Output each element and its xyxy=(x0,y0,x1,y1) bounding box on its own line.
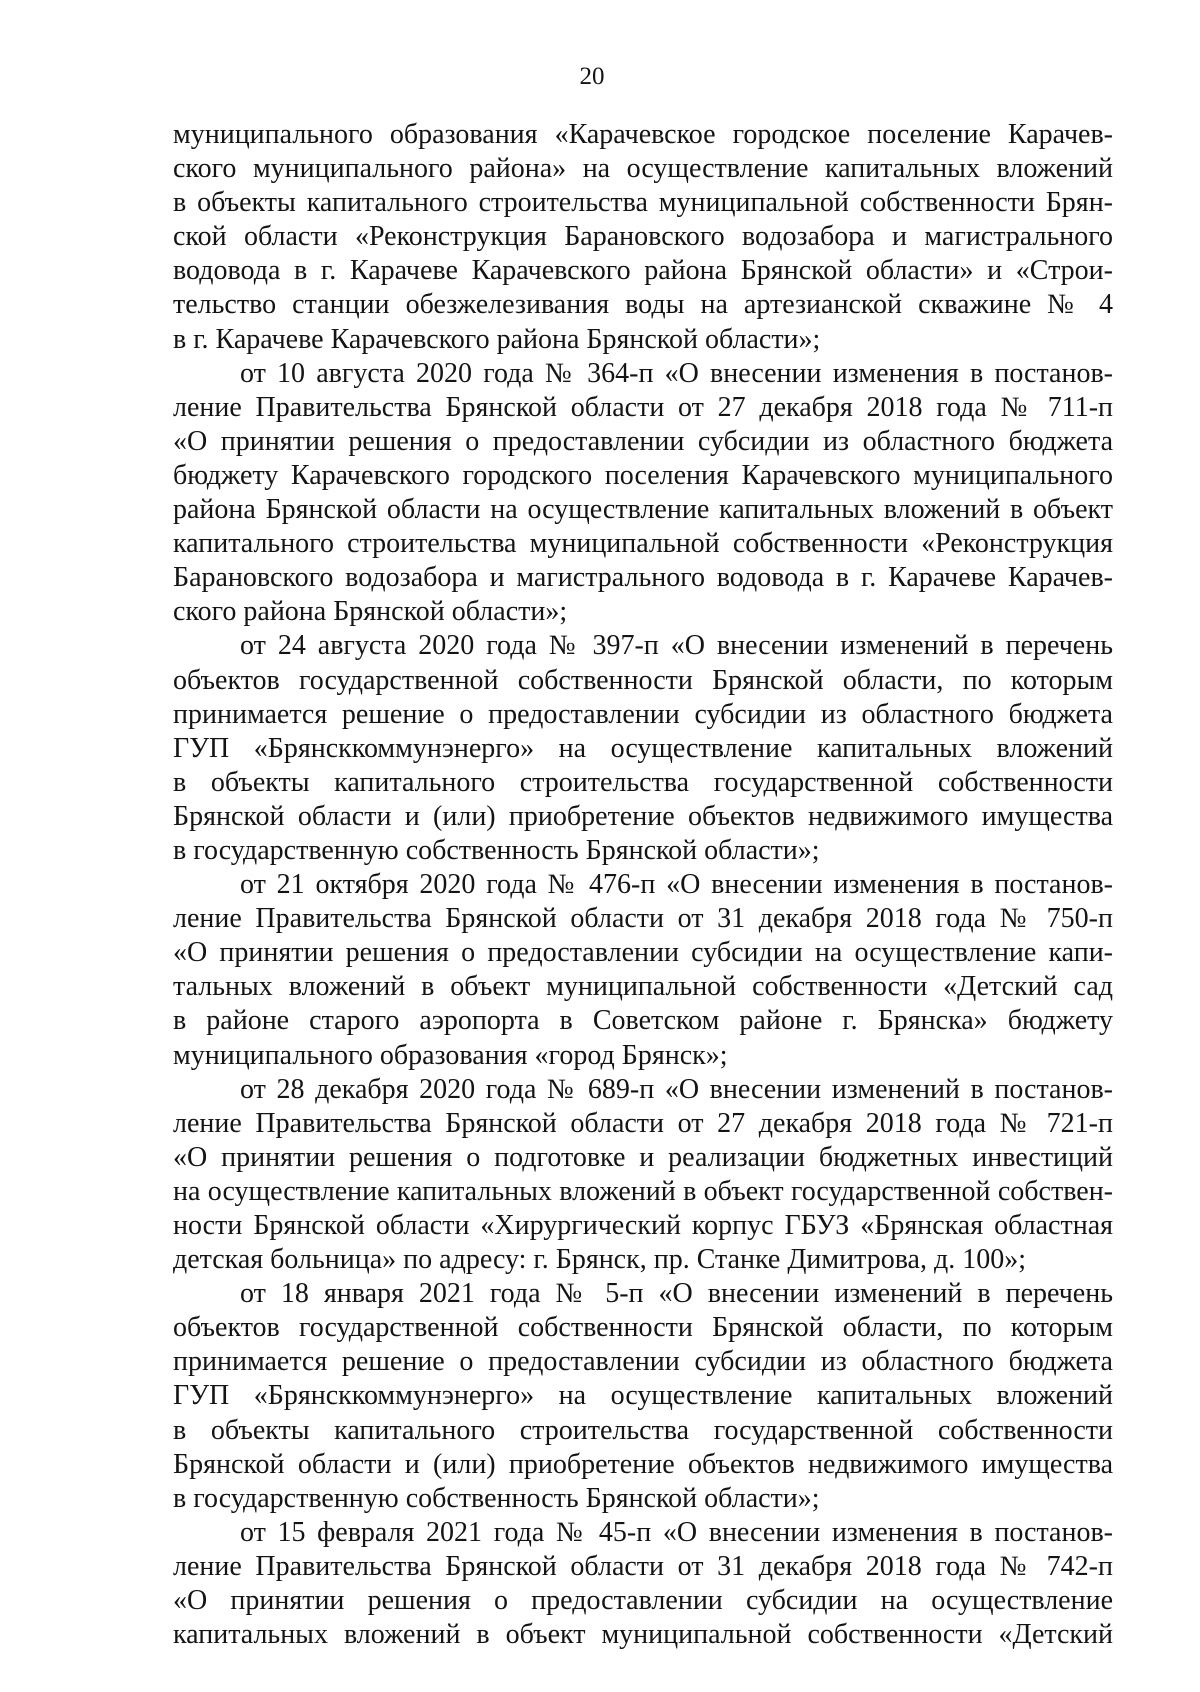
text-line: в государственную собственность Брянской области»; xyxy=(173,1482,820,1514)
text-line: ности Брянской области «Хирургический корпус ГБУЗ «Брянская областная xyxy=(173,1210,1113,1241)
text-line: тельство станции обезжелезивания воды на артезианской скважине № 4 xyxy=(173,289,1113,321)
text-line: капитальных вложений в объект муниципальной собственности «Детский xyxy=(173,1619,1113,1651)
text-line: от 21 октября 2020 года № 476-п «О внесении изменения в постанов- xyxy=(240,869,1113,901)
text-line: ского муниципального района» на осуществление капитальных вложений xyxy=(173,153,1113,185)
text-line: тальных вложений в объект муниципальной собственности «Детский сад xyxy=(173,971,1113,1003)
document-body xyxy=(173,118,1113,1652)
text-line: объектов государственной собственности Брянской области, по которым xyxy=(173,664,1113,696)
text-line: в объекты капитального строительства муниципальной собственности Брян- xyxy=(173,187,1113,219)
text-line: «О принятии решения о предоставлении субсидии на осуществление xyxy=(173,1585,1113,1617)
text-line: от 24 августа 2020 года № 397-п «О внесении изменений в перечень xyxy=(240,630,1113,662)
text-line: водовода в г. Карачеве Карачевского района Брянской области» и «Строи- xyxy=(173,255,1113,287)
text-line: принимается решение о предоставлении субсидии из областного бюджета xyxy=(173,1346,1113,1378)
text-line: ление Правительства Брянской области от 31 декабря 2018 года № 750-п xyxy=(173,903,1113,935)
text-line: детская больница» по адресу: г. Брянск, пр. Станке Димитрова, д. 100»; xyxy=(173,1244,1027,1276)
text-line: ление Правительства Брянской области от 31 декабря 2018 года № 742-п xyxy=(173,1550,1113,1582)
text-line: в государственную собственность Брянской области»; xyxy=(173,834,820,866)
text-line: объектов государственной собственности Брянской области, по которым xyxy=(173,1312,1113,1344)
text-line: «О принятии решения о предоставлении субсидии из областного бюджета xyxy=(173,425,1113,457)
text-line: Брянской области и (или) приобретение объектов недвижимого имущества xyxy=(173,800,1113,832)
text-line: района Брянской области на осуществление капитальных вложений в объект xyxy=(173,494,1113,526)
text-line: от 15 февраля 2021 года № 45-п «О внесении изменения в постанов- xyxy=(240,1516,1113,1548)
text-line: в районе старого аэропорта в Советском районе г. Брянска» бюджету xyxy=(173,1005,1113,1037)
text-line: «О принятии решения о предоставлении субсидии на осуществление капи- xyxy=(173,937,1113,969)
text-line: в объекты капитального строительства государственной собственности xyxy=(173,766,1113,798)
text-line: муниципального образования «Карачевское городское поселение Карачев- xyxy=(173,119,1113,150)
text-line: «О принятии решения о подготовке и реализации бюджетных инвестиций xyxy=(173,1141,1113,1173)
text-line: ской области «Реконструкция Барановского водозабора и магистрального xyxy=(173,221,1113,253)
text-line: от 18 января 2021 года № 5-п «О внесении изменений в перечень xyxy=(240,1278,1113,1310)
text-line: принимается решение о предоставлении субсидии из областного бюджета xyxy=(173,698,1113,730)
text-line: от 28 декабря 2020 года № 689-п «О внесении изменений в постанов- xyxy=(240,1073,1113,1105)
text-line: Барановского водозабора и магистрального водовода в г. Карачеве Карачев- xyxy=(173,562,1113,594)
page-number: 20 xyxy=(579,63,605,90)
text-line: в объекты капитального строительства государственной собственности xyxy=(173,1414,1113,1446)
text-line: ГУП «Брянсккоммунэнерго» на осуществление капитальных вложений xyxy=(173,1380,1113,1412)
text-line: ского района Брянской области»; xyxy=(173,596,568,628)
text-line: на осуществление капитальных вложений в объект государственной собствен- xyxy=(173,1175,1113,1207)
text-line: от 10 августа 2020 года № 364-п «О внесении изменения в постанов- xyxy=(240,357,1113,389)
text-line: Брянской области и (или) приобретение объектов недвижимого имущества xyxy=(173,1448,1113,1480)
text-line: капитального строительства муниципальной собственности «Реконструкция xyxy=(173,528,1113,560)
text-line: ление Правительства Брянской области от 27 декабря 2018 года № 711-п xyxy=(173,391,1113,423)
text-line: ление Правительства Брянской области от 27 декабря 2018 года № 721-п xyxy=(173,1107,1113,1139)
text-line: в г. Карачеве Карачевского района Брянской области»; xyxy=(173,323,821,355)
text-line: ГУП «Брянсккоммунэнерго» на осуществление капитальных вложений xyxy=(173,732,1113,764)
text-line: муниципального образования «город Брянск»; xyxy=(173,1039,728,1071)
text-line: бюджету Карачевского городского поселения Карачевского муниципального xyxy=(173,459,1113,491)
